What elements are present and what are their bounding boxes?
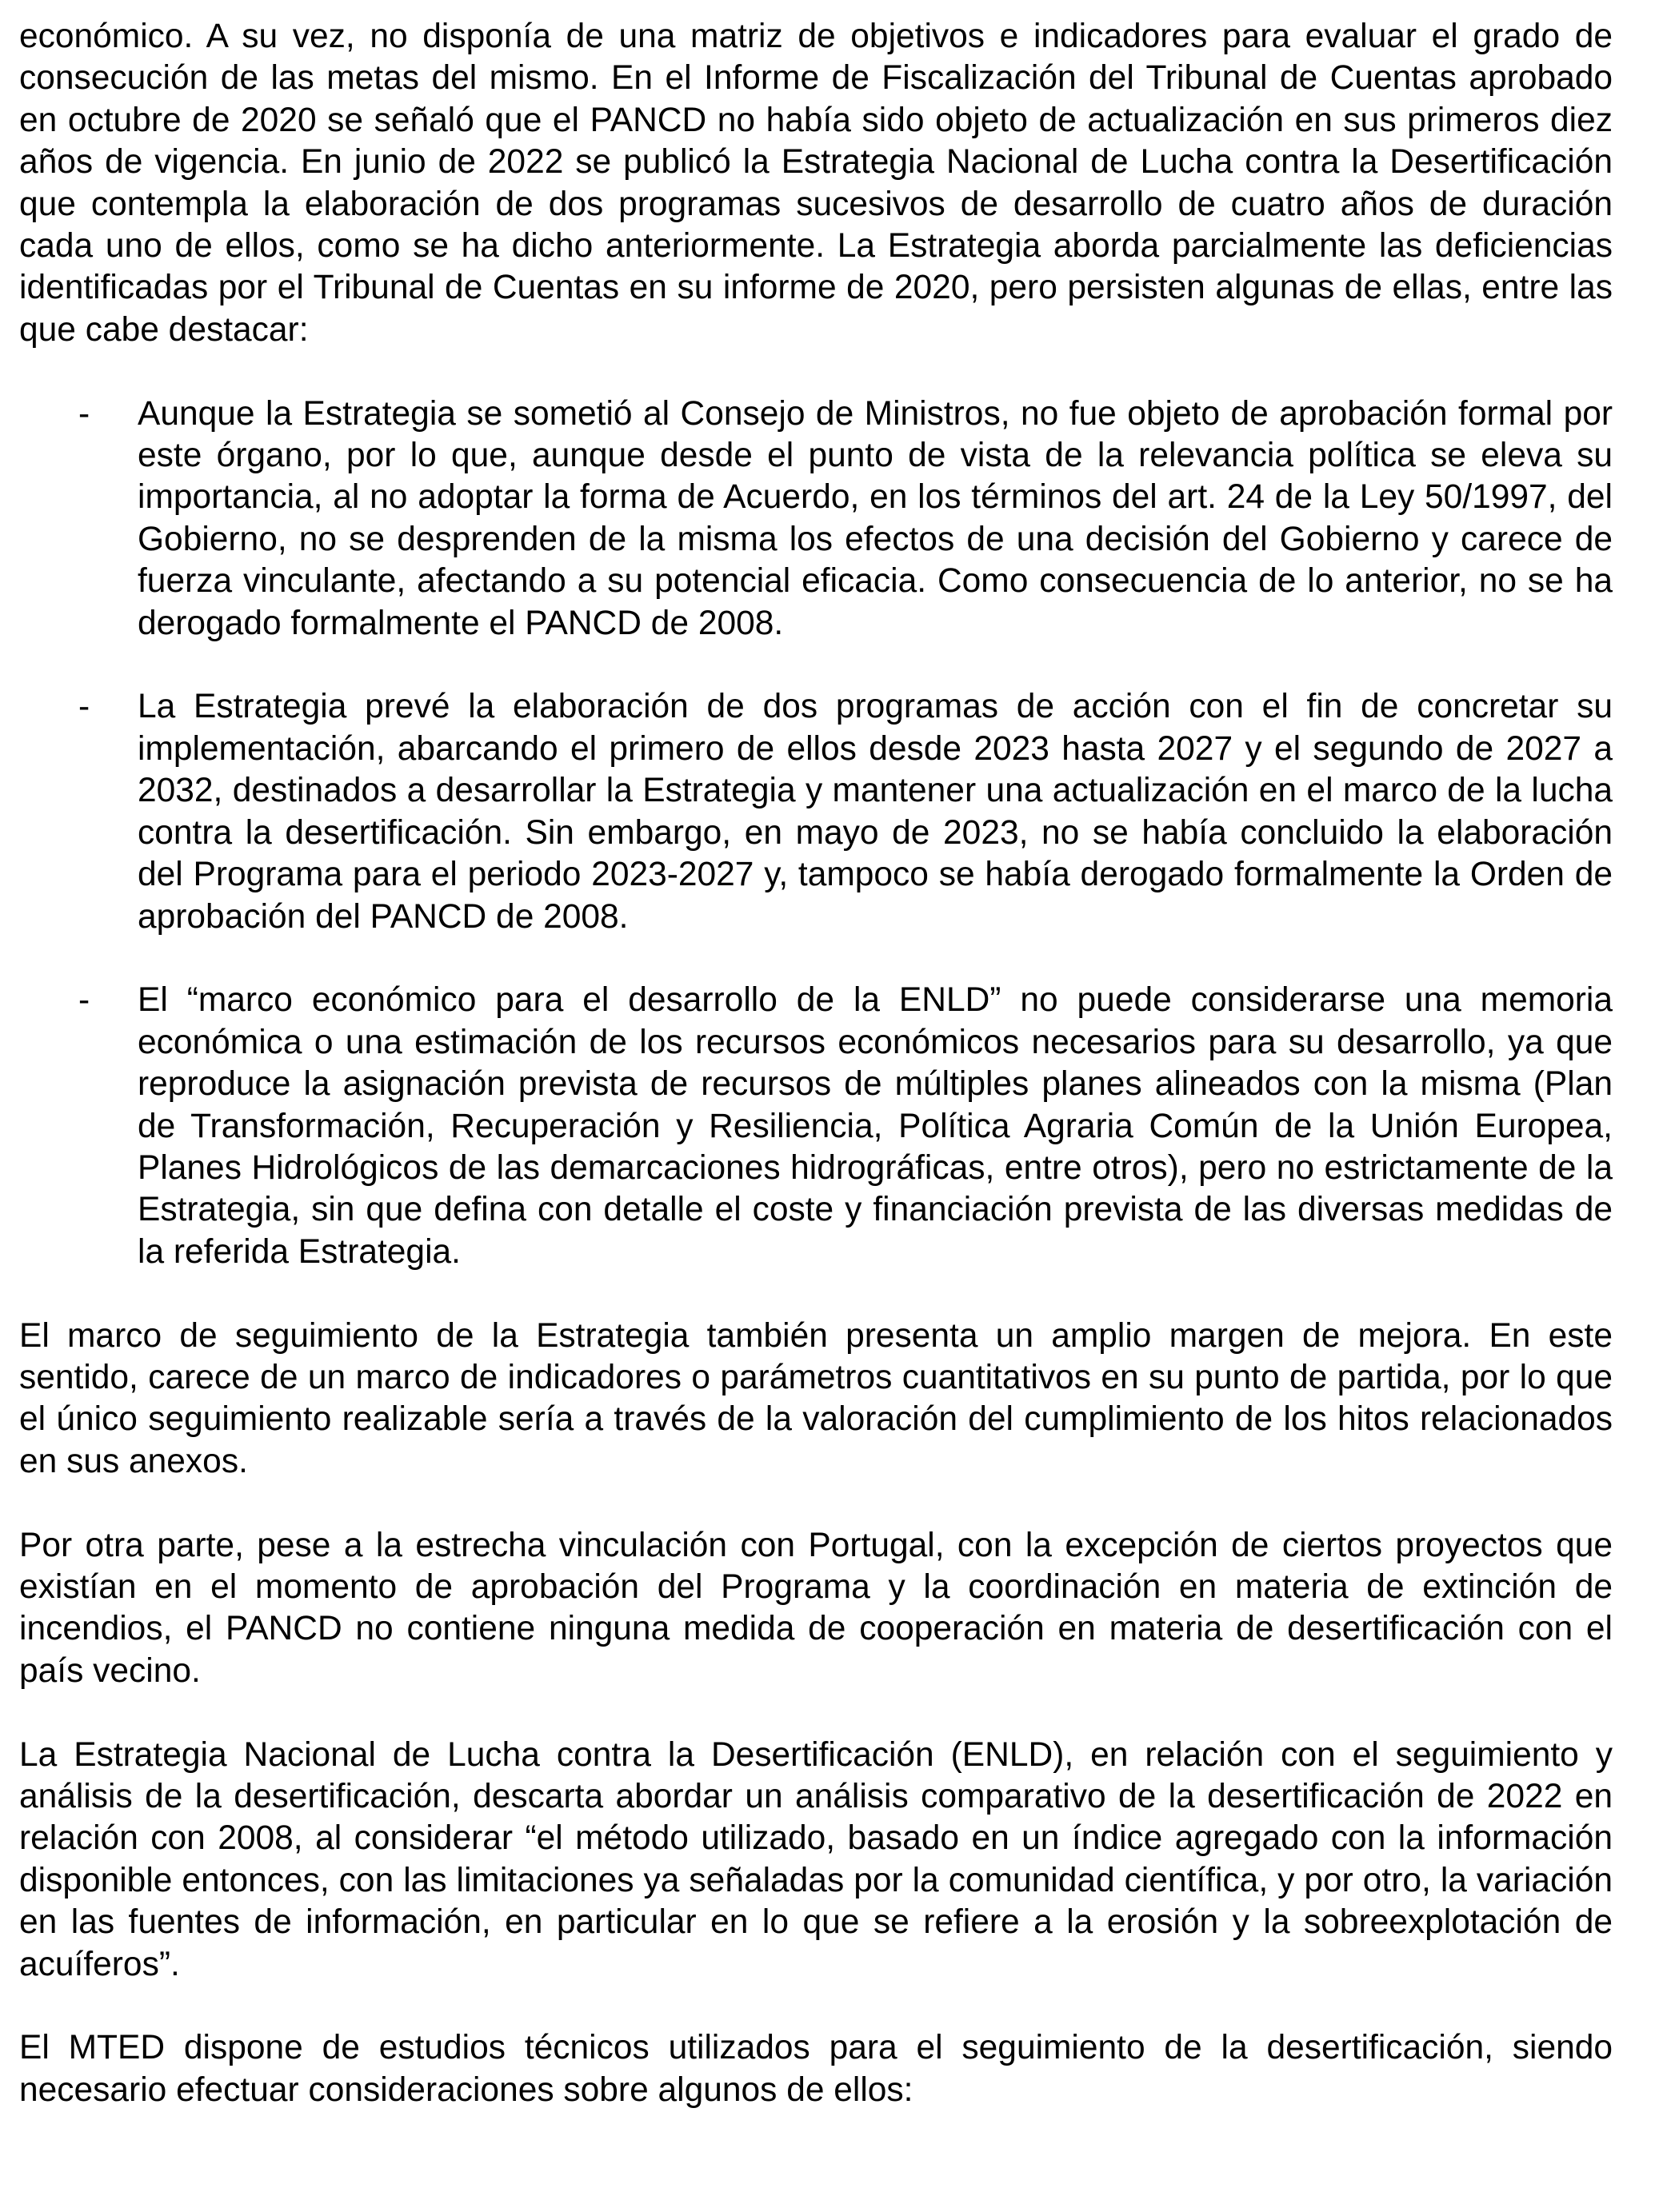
- bullet-dash: -: [78, 981, 90, 1020]
- bullet-dash: -: [78, 688, 90, 726]
- paragraph-seguimiento: El marco de seguimiento de la Estrategia también presenta un amplio margen de mejora. En este sentido, carece de un marco de indicadores o parámetros cuantitativos en su punto de partida, por lo que el único seguimiento realizable sería a través de la valoración del cumplimiento de los hitos relacionados en sus anexos.: [19, 1316, 1613, 1480]
- list-item-text: El “marco económico para el desarrollo de la ENLD” no puede considerarse una memoria económica o una estimación de los recursos económicos necesarios para su desarrollo, ya que reproduce la asignación prevista de recursos de múltiples planes alineados con la misma (Plan de Transformación, Recuperación y Resiliencia, Política Agraria Común de la Unión Europea, Planes Hidrológicos de las demarcaciones hidrográficas, entre otros), pero no estrictamente de la Estrategia, sin que defina con detalle el coste y financiación prevista de las diversas medidas de la referida Estrategia.: [138, 981, 1613, 1271]
- paragraph-enld: La Estrategia Nacional de Lucha contra la Desertificación (ENLD), en relación con el seguimiento y análisis de la desertificación, descarta abordar un análisis comparativo de la desertificación de 2022 en relación con 2008, al considerar “el método utilizado, basado en un índice agregado con la información disponible entonces, con las limitaciones ya señaladas por la comunidad científica, y por otro, la variación en las fuentes de información, en particular en lo que se refiere a la erosión y la sobreexplotación de acuíferos”.: [19, 1735, 1613, 1983]
- bullet-dash: -: [78, 394, 90, 433]
- list-item-text: La Estrategia prevé la elaboración de dos programas de acción con el fin de concretar su implementación, abarcando el primero de ellos desde 2023 hasta 2027 y el segundo de 2027 a 2032, destinados a desarrollar la Estrategia y mantener una actualización en el marco de la lucha contra la desertificación. Sin embargo, en mayo de 2023, no se había concluido la elaboración del Programa para el periodo 2023-2027 y, tampoco se había derogado formalmente la Orden de aprobación del PANCD de 2008.: [138, 688, 1613, 936]
- document-page: [19, 16, 1613, 2154]
- list-item: [19, 686, 1613, 937]
- bullet-list: [19, 393, 1613, 1274]
- paragraph-intro: económico. A su vez, no disponía de una matriz de objetivos e indicadores para evaluar el grado de consecución de las metas del mismo. En el Informe de Fiscalización del Tribunal de Cuentas aprobado en octubre de 2020 se señaló que el PANCD no había sido objeto de actualización en sus primeros diez años de vigencia. En junio de 2022 se publicó la Estrategia Nacional de Lucha contra la Desertificación que contempla la elaboración de dos programas sucesivos de desarrollo de cuatro años de duración cada uno de ellos, como se ha dicho anteriormente. La Estrategia aborda parcialmente las deficiencias identificadas por el Tribunal de Cuentas en su informe de 2020, pero persisten algunas de ellas, entre las que cabe destacar:: [19, 18, 1613, 349]
- paragraph-mted: El MTED dispone de estudios técnicos utilizados para el seguimiento de la desertificación, siendo necesario efectuar consideraciones sobre algunos de ellos:: [19, 2029, 1613, 2109]
- paragraph-portugal: Por otra parte, pese a la estrecha vinculación con Portugal, con la excepción de ciertos proyectos que existían en el momento de aprobación del Programa y la coordinación en materia de extinción de incendios, el PANCD no contiene ninguna medida de cooperación en materia de desertificación con el país vecino.: [19, 1526, 1613, 1690]
- list-item-text: Aunque la Estrategia se sometió al Consejo de Ministros, no fue objeto de aprobación formal por este órgano, por lo que, aunque desde el punto de vista de la relevancia política se eleva su importancia, al no adoptar la forma de Acuerdo, en los términos del art. 24 de la Ley 50/1997, del Gobierno, no se desprenden de la misma los efectos de una decisión del Gobierno y carece de fuerza vinculante, afectando a su potencial eficacia. Como consecuencia de lo anterior, no se ha derogado formalmente el PANCD de 2008.: [138, 394, 1613, 642]
- list-item: [19, 980, 1613, 1273]
- list-item: [19, 393, 1613, 645]
